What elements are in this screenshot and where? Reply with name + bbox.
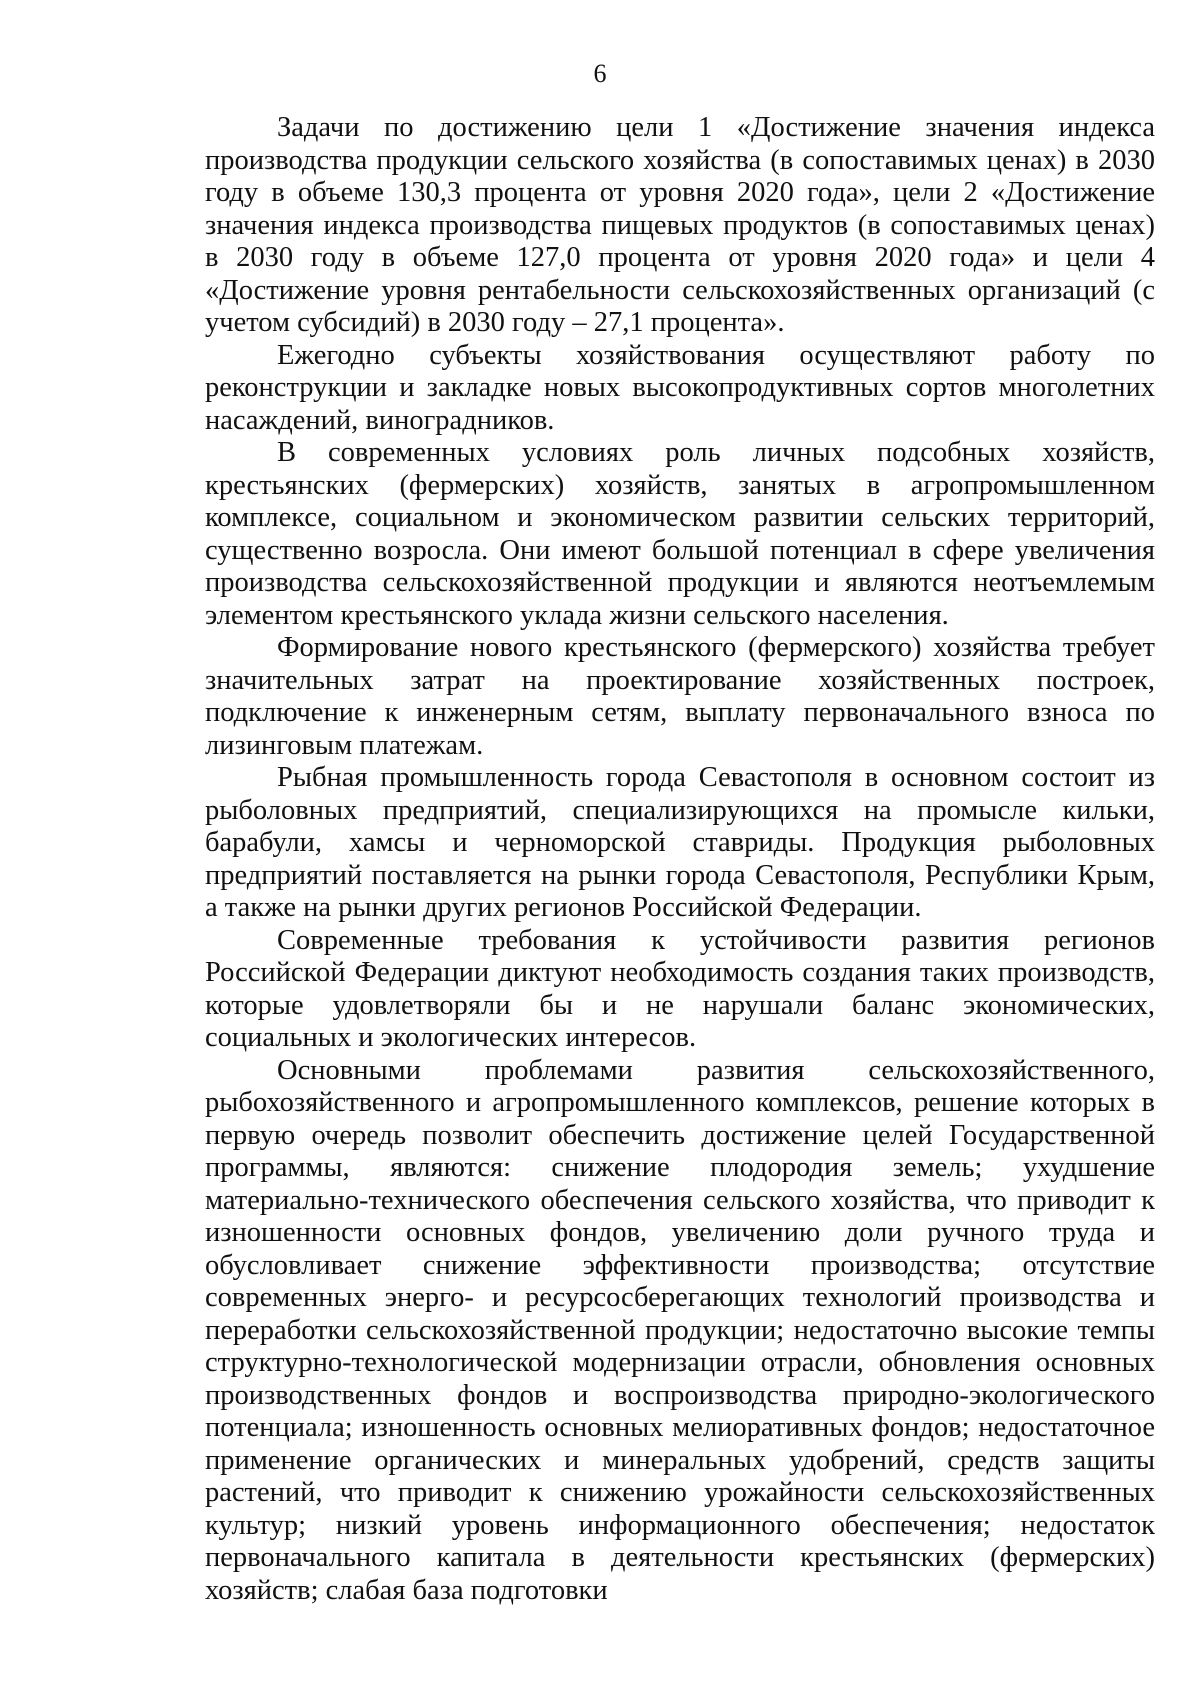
paragraph-sustainability: Современные требования к устойчивости развития регионов Российской Федерации диктуют необходимость создания таких производств, которые удовлетворяли бы и не нарушали баланс экономических, социальных и экологических интересов. — [205, 924, 1155, 1053]
page-number: 6 — [593, 59, 607, 88]
document-body — [205, 112, 1155, 1607]
paragraph-goals: Задачи по достижению цели 1 «Достижение значения индекса производства продукции сельского хозяйства (в сопоставимых ценах) в 2030 году в объеме 130,3 процента от уровня 2020 года», цели 2 «Достижение значения индекса производства пищевых продуктов (в сопоставимых ценах) в 2030 году в объеме 127,0 процента от уровня 2020 года» и цели 4 «Достижение уровня рентабельности сельскохозяйственных организаций (с учетом субсидий) в 2030 году – 27,1 процента». — [205, 112, 1155, 338]
paragraph-farms-role: В современных условиях роль личных подсобных хозяйств, крестьянских (фермерских) хозяйств, занятых в агропромышленном комплексе, социальном и экономическом развитии сельских территорий, существенно возросла. Они имеют большой потенциал в сфере увеличения производства сельскохозяйственной продукции и являются неотъемлемым элементом крестьянского уклада жизни сельского населения. — [205, 437, 1155, 631]
paragraph-main-problems: Основными проблемами развития сельскохозяйственного, рыбохозяйственного и агропромышленного комплексов, решение которых в первую очередь позволит обеспечить достижение целей Государственной программы, являются: снижение плодородия земель; ухудшение материально-технического обеспечения сельского хозяйства, что приводит к изношенности основных фондов, увеличению доли ручного труда и обусловливает снижение эффективности производства; отсутствие современных энерго- и ресурсосберегающих технологий производства и переработки сельскохозяйственной продукции; недостаточно высокие темпы структурно-технологической модернизации отрасли, обновления основных производственных фондов и воспроизводства природно-экологического потенциала; изношенность основных мелиоративных фондов; недостаточное применение органических и минеральных удобрений, средств защиты растений, что приводит к снижению урожайности сельскохозяйственных культур; низкий уровень информационного обеспечения; недостаток первоначального капитала в деятельности крестьянских (фермерских) хозяйств; слабая база подготовки — [205, 1054, 1155, 1606]
paragraph-new-farm-costs: Формирование нового крестьянского (фермерского) хозяйства требует значительных затрат на проектирование хозяйственных построек, подключение к инженерным сетям, выплату первоначального взноса по лизинговым платежам. — [205, 632, 1155, 761]
paragraph-plantings: Ежегодно субъекты хозяйствования осуществляют работу по реконструкции и закладке новых высокопродуктивных сортов многолетних насаждений, виноградников. — [205, 339, 1155, 436]
paragraph-fishing-industry: Рыбная промышленность города Севастополя в основном состоит из рыболовных предприятий, специализирующихся на промысле кильки, барабули, хамсы и черноморской ставриды. Продукция рыболовных предприятий поставляется на рынки города Севастополя, Республики Крым, а также на рынки других регионов Российской Федерации. — [205, 762, 1155, 923]
